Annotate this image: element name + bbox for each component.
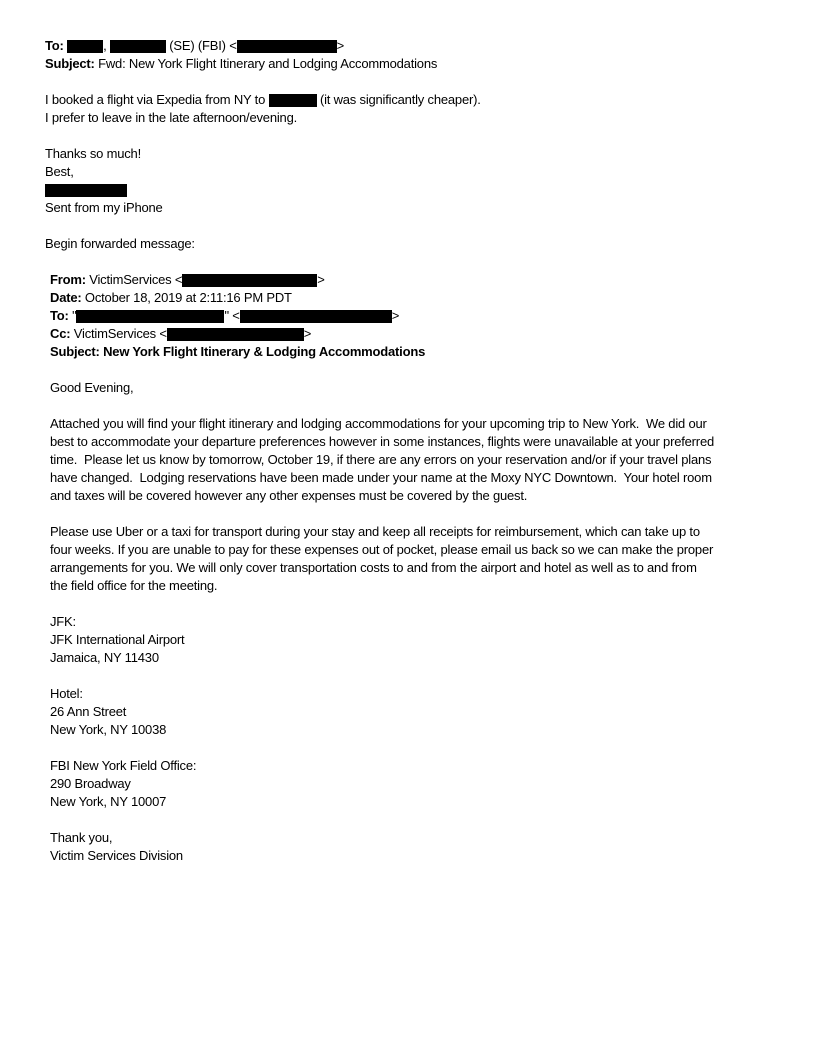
blank-line [0,811,816,829]
body-line [45,109,816,127]
redaction-bar [167,328,304,341]
redaction-bar [76,310,224,323]
body-text: VictimServices < [73,326,167,341]
paragraph-line [50,523,816,541]
sent-from-iphone-line [45,199,816,217]
paragraph-line [50,559,816,577]
blank-line [0,739,816,757]
body-line [45,145,816,163]
body-text: I booked a flight via Expedia from NY to [45,92,269,107]
body-text: Begin forwarded message: [45,236,195,251]
blank-line [0,253,816,271]
signature-redaction-line [45,181,816,199]
body-text: Thank you, [50,830,113,845]
body-text: 290 Broadway [50,776,131,791]
blank-line [0,127,816,145]
body-text: October 18, 2019 at 2:11:16 PM PDT [84,290,292,305]
greeting-line [50,379,816,397]
body-text: and taxes will be covered however any other expenses must be covered by the guest. [50,488,528,503]
body-text: FBI New York Field Office: [50,758,197,773]
fwd-cc-line [50,325,816,343]
body-line [45,163,816,181]
blank-line [0,217,816,235]
address-line [50,775,816,793]
body-text: " [72,308,77,323]
paragraph-line [50,451,816,469]
body-text: four weeks. If you are unable to pay for these expenses out of pocket, please email us back so we can make the proper [50,542,714,557]
body-text: JFK International Airport [50,632,185,647]
body-text: Thanks so much! [45,146,141,161]
label-text: Cc: [50,326,74,341]
hotel-label-line [50,685,816,703]
body-text: best to accommodate your departure preferences however in some instances, flights were unavailable at your preferred [50,434,714,449]
body-text: Sent from my iPhone [45,200,163,215]
label-text: To: [45,38,68,53]
fwd-subject-line [50,343,816,361]
body-text: arrangements for you. We will only cover transportation costs to and from the airport and hotel as well as to and from [50,560,697,575]
body-text: > [391,308,400,323]
body-text: Best, [45,164,74,179]
blank-line [0,595,816,613]
body-text: > [336,38,345,53]
address-line [50,631,816,649]
body-text: > [317,272,325,287]
body-text: " < [224,308,240,323]
paragraph-line [50,577,816,595]
label-text: Subject: New York Flight Itinerary & Lodging Accommodations [50,344,426,359]
paragraph-line [50,415,816,433]
closing-line [50,847,816,865]
fwd-from-line [50,271,816,289]
redaction-bar [45,184,127,197]
paragraph-line [50,541,816,559]
address-line [50,793,816,811]
fwd-date-line [50,289,816,307]
body-text: Please use Uber or a taxi for transport during your stay and keep all receipts for reimbursement, which can take up to [50,524,700,539]
paragraph-line [50,487,816,505]
body-line [45,91,816,109]
blank-line [0,73,816,91]
redaction-bar [237,40,337,53]
body-text: have changed. Lodging reservations have been made under your name at the Moxy NYC Downtown. Your hotel room [50,470,712,485]
body-text: Victim Services Division [50,848,183,863]
body-text: > [303,326,312,341]
subject-line [45,55,816,73]
body-text: time. Please let us know by tomorrow, October 19, if there are any errors on your reservation and/or if your travel plans [50,452,712,467]
label-text: To: [50,308,73,323]
redaction-bar [67,40,103,53]
label-text: From: [50,272,90,287]
forward-marker-line [45,235,816,253]
blank-line [0,361,816,379]
paragraph-line [50,469,816,487]
body-text: Fwd: New York Flight Itinerary and Lodging Accommodations [98,56,438,71]
body-text: New York, NY 10007 [50,794,167,809]
blank-line [0,505,816,523]
blank-line [0,667,816,685]
body-text: I prefer to leave in the late afternoon/evening. [45,110,298,125]
body-text: the field office for the meeting. [50,578,218,593]
address-line [50,649,816,667]
body-text: Hotel: [50,686,83,701]
fwd-to-line [50,307,816,325]
body-text: New York, NY 10038 [50,722,167,737]
closing-line [50,829,816,847]
redaction-bar [240,310,392,323]
body-text: (SE) (FBI) < [165,38,237,53]
address-line [50,721,816,739]
paragraph-line [50,433,816,451]
address-line [50,703,816,721]
body-text: (it was significantly cheaper). [316,92,481,107]
body-text: VictimServices < [89,272,183,287]
redaction-bar [269,94,317,107]
label-text: Date: [50,290,85,305]
to-line [45,37,816,55]
blank-line [0,397,816,415]
label-text: Subject: [45,56,99,71]
jfk-label-line [50,613,816,631]
body-text: , [103,38,110,53]
redaction-bar [182,274,317,287]
redaction-bar [110,40,166,53]
body-text: 26 Ann Street [50,704,127,719]
email-lines [0,37,816,865]
body-text: JFK: [50,614,76,629]
field-office-label-line [50,757,816,775]
body-text: Attached you will find your flight itinerary and lodging accommodations for your upcoming trip to New York. We did our [50,416,707,431]
body-text: Good Evening, [50,380,134,395]
body-text: Jamaica, NY 11430 [50,650,159,665]
